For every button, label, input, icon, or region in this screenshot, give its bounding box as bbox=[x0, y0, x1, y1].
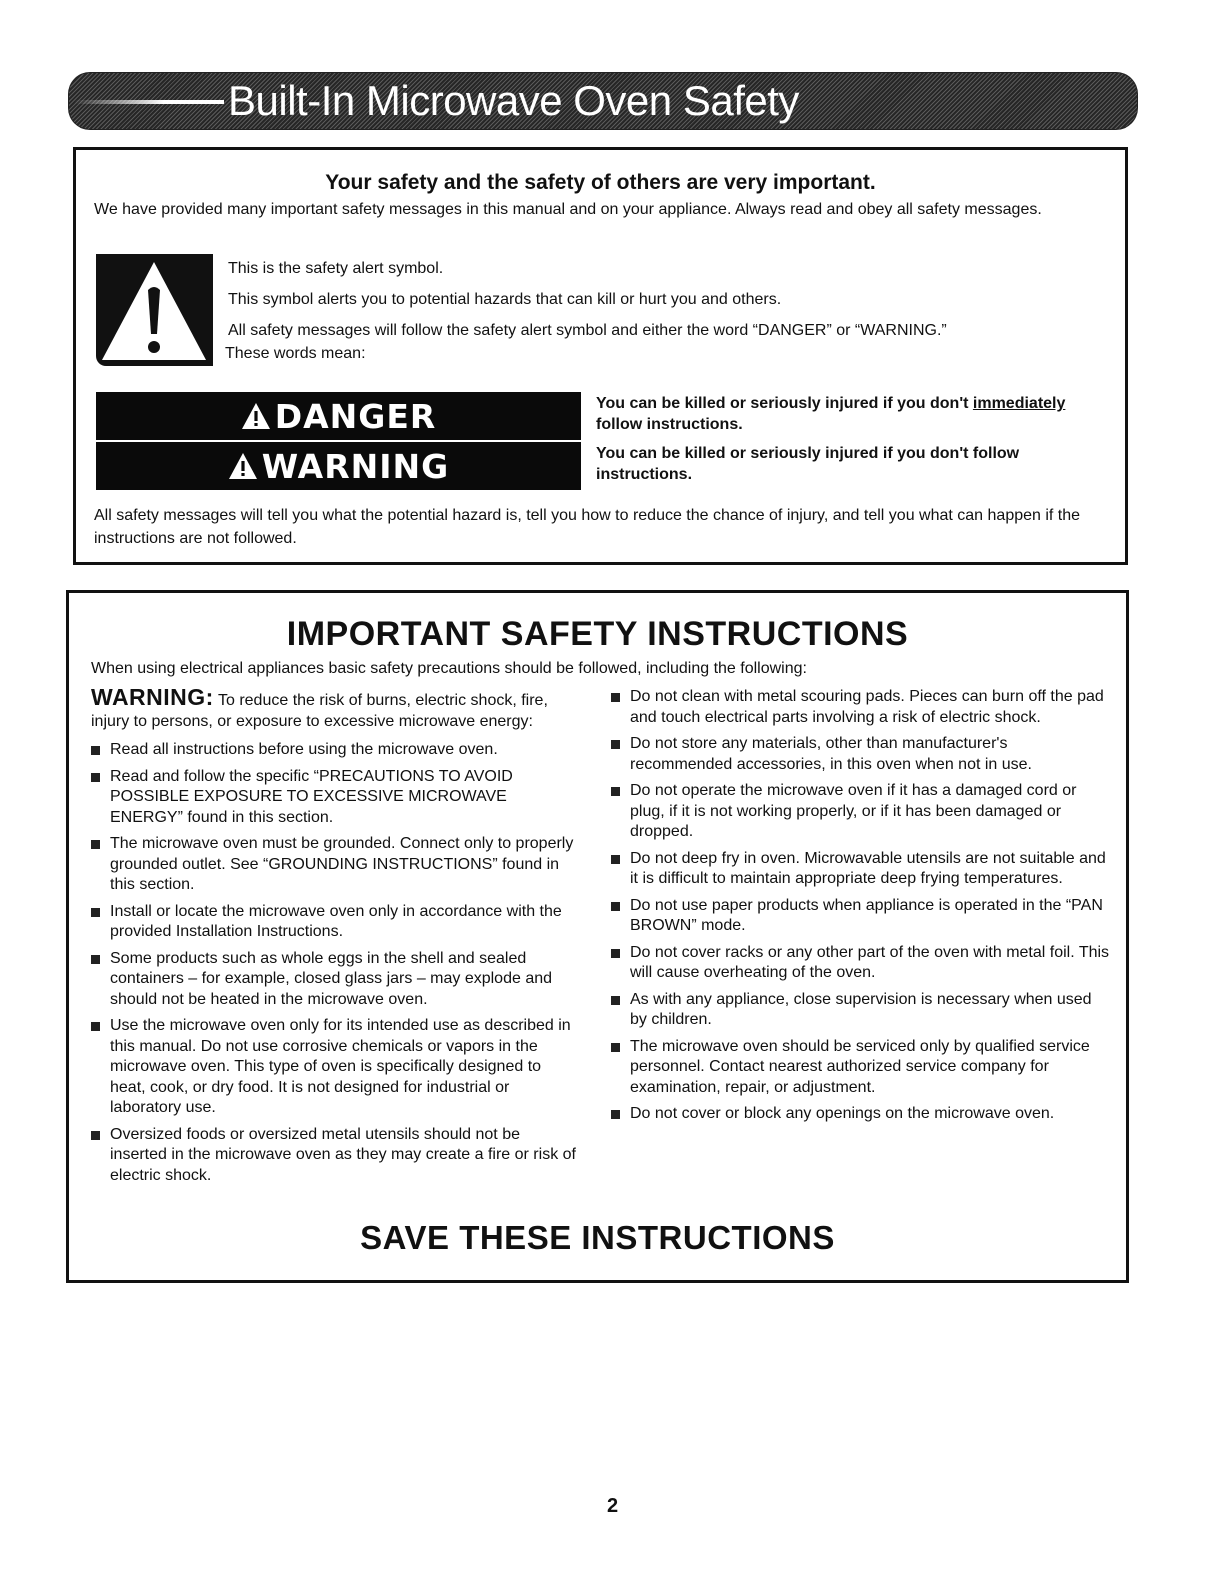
warning-triangle-icon bbox=[228, 452, 258, 480]
square-bullet-icon bbox=[91, 908, 100, 917]
instruction-text: Read and follow the specific “PRECAUTIONS TO AVOID POSSIBLE EXPOSURE TO EXCESSIVE MICROWAVE ENERGY” found in this section. bbox=[110, 767, 513, 826]
instruction-item bbox=[91, 1125, 577, 1187]
instruction-text: Do not clean with metal scouring pads. Pieces can burn off the pad and touch electrical parts involving a risk of electric shock. bbox=[630, 688, 1104, 726]
square-bullet-icon bbox=[611, 949, 620, 958]
instruction-text: The microwave oven must be grounded. Connect only to properly grounded outlet. See “GROUNDING INSTRUCTIONS” found in this section. bbox=[110, 835, 574, 893]
instruction-item bbox=[91, 1016, 577, 1119]
danger-signal-word bbox=[96, 392, 581, 440]
danger-text-emphasis: immediately bbox=[972, 395, 1066, 412]
warning-signal-word bbox=[96, 442, 581, 490]
section-title: Built-In Microwave Oven Safety bbox=[228, 77, 799, 124]
square-bullet-icon bbox=[611, 996, 620, 1005]
warning-statement bbox=[91, 684, 577, 732]
warning-label: WARNING bbox=[261, 446, 450, 486]
instructions-right-column bbox=[611, 687, 1111, 1131]
instruction-text: Oversized foods or oversized metal utensils should not be inserted in the microwave oven as they may create a fire or risk of electric shock. bbox=[110, 1125, 576, 1184]
right-instruction-list bbox=[611, 687, 1111, 1125]
instruction-item bbox=[91, 767, 577, 829]
warning-statement-text: To reduce the risk of burns, electric shock, fire, injury to persons, or exposure to excessive microwave energy: bbox=[91, 692, 548, 730]
instruction-item bbox=[611, 1037, 1111, 1099]
instruction-text: Do not cover or block any openings on the microwave oven. bbox=[630, 1105, 1055, 1122]
instruction-item bbox=[611, 1104, 1111, 1125]
square-bullet-icon bbox=[611, 1110, 620, 1119]
safety-outro: All safety messages will tell you what the potential hazard is, tell you how to reduce the chance of injury, and tell you what can happen if the instructions are not followed. bbox=[94, 507, 1081, 547]
instruction-text: As with any appliance, close supervision is necessary when used by children. bbox=[630, 990, 1092, 1028]
safety-message-box bbox=[73, 147, 1128, 565]
instruction-item bbox=[91, 834, 577, 896]
instruction-text: Do not deep fry in oven. Microwavable utensils are not suitable and it is difficult to maintain appropriate deep frying temperatures. bbox=[630, 849, 1106, 887]
alert-line: This is the safety alert symbol. bbox=[228, 260, 444, 277]
danger-description bbox=[596, 393, 1111, 435]
banner-rule bbox=[74, 100, 224, 104]
important-instructions-box bbox=[66, 590, 1129, 1283]
square-bullet-icon bbox=[91, 955, 100, 964]
left-instruction-list bbox=[91, 740, 577, 1186]
instructions-lead: When using electrical appliances basic safety precautions should be followed, including the following: bbox=[91, 660, 807, 677]
instructions-heading: IMPORTANT SAFETY INSTRUCTIONS bbox=[286, 615, 909, 653]
instruction-item bbox=[611, 990, 1111, 1031]
instruction-item bbox=[91, 949, 577, 1011]
section-banner bbox=[68, 72, 1138, 130]
instruction-item bbox=[91, 740, 577, 761]
instructions-left-column bbox=[91, 684, 577, 1192]
square-bullet-icon bbox=[611, 693, 620, 702]
square-bullet-icon bbox=[611, 902, 620, 911]
page-number: 2 bbox=[606, 1495, 619, 1517]
instruction-text: Read all instructions before using the microwave oven. bbox=[110, 741, 498, 758]
instruction-text: Do not cover racks or any other part of the oven with metal foil. This will cause overheating of the oven. bbox=[630, 943, 1110, 981]
safety-intro: We have provided many important safety messages in this manual and on your appliance. Always read and obey all safety messages. bbox=[94, 201, 1042, 218]
danger-text-end: follow instructions. bbox=[596, 416, 743, 433]
alert-line: This symbol alerts you to potential hazards that can kill or hurt you and others. bbox=[228, 291, 782, 308]
square-bullet-icon bbox=[91, 840, 100, 849]
instruction-item bbox=[611, 734, 1111, 775]
square-bullet-icon bbox=[611, 787, 620, 796]
danger-label: DANGER bbox=[274, 396, 437, 436]
square-bullet-icon bbox=[91, 1022, 100, 1031]
square-bullet-icon bbox=[91, 773, 100, 782]
instruction-item bbox=[611, 687, 1111, 728]
alert-line: These words mean: bbox=[225, 345, 366, 362]
alert-symbol-description bbox=[225, 258, 1105, 365]
square-bullet-icon bbox=[91, 1131, 100, 1140]
instruction-item bbox=[611, 943, 1111, 984]
square-bullet-icon bbox=[91, 746, 100, 755]
instruction-text: Install or locate the microwave oven only in accordance with the provided Installation Instructions. bbox=[110, 902, 562, 940]
warning-triangle-icon bbox=[241, 402, 271, 430]
instruction-item bbox=[611, 849, 1111, 890]
warning-statement-label: WARNING: bbox=[91, 684, 214, 710]
instruction-text: The microwave oven should be serviced only by qualified service personnel. Contact nearest authorized service company for examination, repair, or adjustment. bbox=[630, 1037, 1090, 1096]
save-instructions-footer: SAVE THESE INSTRUCTIONS bbox=[360, 1219, 835, 1256]
alert-line: All safety messages will follow the safety alert symbol and either the word “DANGER” or “WARNING.” bbox=[228, 322, 947, 339]
safety-heading: Your safety and the safety of others are very important. bbox=[325, 171, 876, 194]
square-bullet-icon bbox=[611, 1043, 620, 1052]
warning-description: You can be killed or seriously injured if you don't follow instructions. bbox=[596, 445, 1020, 483]
instruction-text: Use the microwave oven only for its intended use as described in this manual. Do not use corrosive chemicals or vapors in the microwave oven. This type of oven is specifically designed to heat, cook, or dry food. It is not designed for industrial or laboratory use. bbox=[110, 1017, 571, 1116]
instruction-text: Do not store any materials, other than manufacturer's recommended accessories, in this oven when not in use. bbox=[630, 735, 1032, 773]
instruction-text: Do not use paper products when appliance is operated in the “PAN BROWN” mode. bbox=[630, 896, 1103, 934]
instruction-text: Do not operate the microwave oven if it has a damaged cord or plug, if it is not working properly, or if it has been damaged or dropped. bbox=[630, 782, 1077, 840]
instruction-item bbox=[611, 781, 1111, 843]
instruction-item bbox=[611, 896, 1111, 937]
safety-alert-icon bbox=[96, 254, 213, 366]
square-bullet-icon bbox=[611, 740, 620, 749]
instruction-text: Some products such as whole eggs in the shell and sealed containers – for example, closed glass jars – may explode and should not be heated in the microwave oven. bbox=[110, 949, 553, 1008]
instruction-item bbox=[91, 902, 577, 943]
square-bullet-icon bbox=[611, 855, 620, 864]
danger-text-start: You can be killed or seriously injured if you don't bbox=[596, 395, 973, 412]
